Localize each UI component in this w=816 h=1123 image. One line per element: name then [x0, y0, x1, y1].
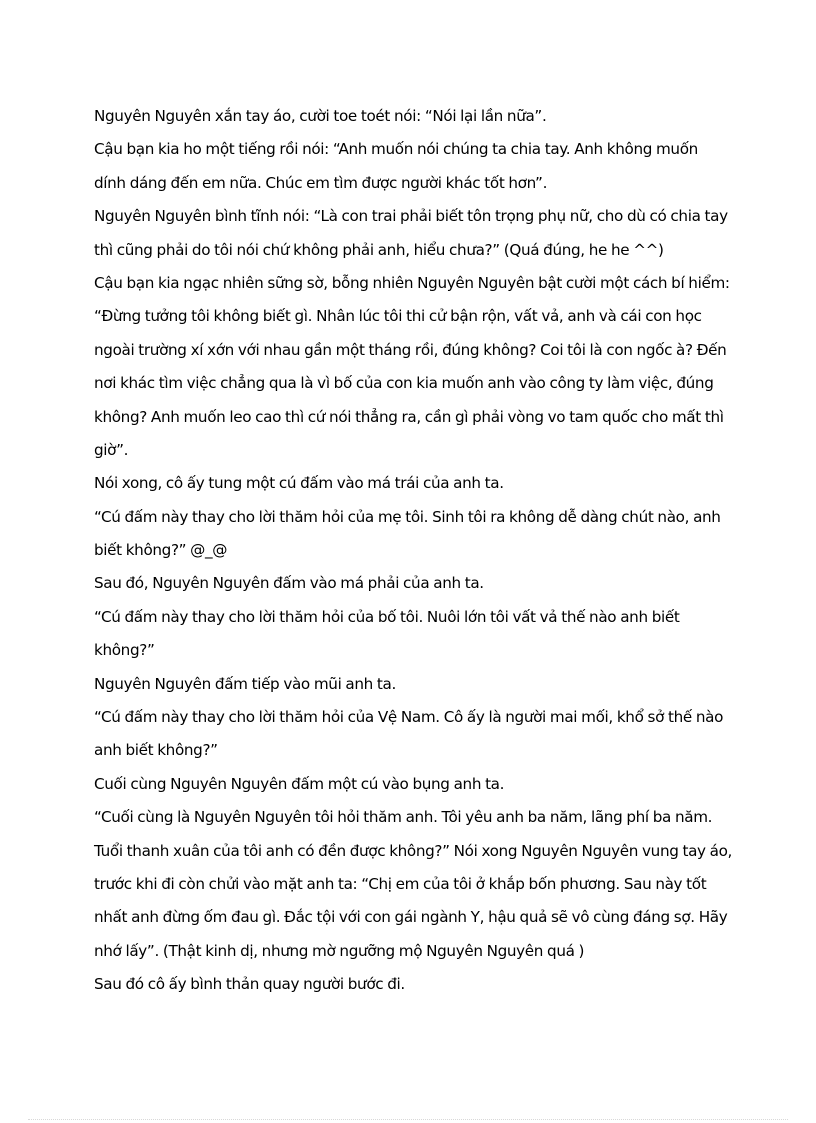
text-line: Cậu bạn kia ho một tiếng rồi nói: “Anh muốn nói chúng ta chia tay. Anh không muốn — [94, 140, 698, 159]
text-line: dính dáng đến em nữa. Chúc em tìm được người khác tốt hơn”. — [94, 173, 548, 192]
page-bottom-divider — [28, 1119, 788, 1120]
text-line: anh biết không?” — [94, 741, 218, 760]
text-line: “Cú đấm này thay cho lời thăm hỏi của Vệ Nam. Cô ấy là người mai mối, khổ sở thế nào — [94, 708, 724, 727]
text-line: Sau đó cô ấy bình thản quay người bước đi. — [94, 975, 405, 994]
text-line: Nguyên Nguyên xắn tay áo, cười toe toét nói: “Nói lại lần nữa”. — [94, 107, 547, 125]
text-line: ngoài trường xí xớn với nhau gần một tháng rồi, đúng không? Coi tôi là con ngốc à? Đến — [94, 340, 727, 359]
text-line: nhớ lấy”. (Thật kinh dị, nhưng mờ ngưỡng mộ Nguyên Nguyên quá ) — [94, 941, 585, 960]
text-line: không? Anh muốn leo cao thì cứ nói thẳng ra, cần gì phải vòng vo tam quốc cho mất thì — [94, 407, 724, 426]
text-line: nhất anh đừng ốm đau gì. Đắc tội với con gái ngành Y, hậu quả sẽ vô cùng đáng sợ. Hãy — [94, 908, 728, 927]
text-line: giờ”. — [94, 440, 129, 459]
text-line: không?” — [94, 641, 155, 660]
text-line: trước khi đi còn chửi vào mặt anh ta: “Chị em của tôi ở khắp bốn phương. Sau này tốt — [94, 874, 707, 893]
text-line: Nguyên Nguyên đấm tiếp vào mũi anh ta. — [94, 674, 396, 693]
text-line: Cuối cùng Nguyên Nguyên đấm một cú vào bụng anh ta. — [94, 774, 505, 793]
text-line: “Cú đấm này thay cho lời thăm hỏi của bố tôi. Nuôi lớn tôi vất vả thế nào anh biết — [94, 607, 680, 626]
text-line: Tuổi thanh xuân của tôi anh có đền được không?” Nói xong Nguyên Nguyên vung tay áo, — [94, 841, 733, 860]
text-line: biết không?” @_@ — [94, 541, 228, 560]
body-text — [94, 100, 734, 1002]
text-line: Sau đó, Nguyên Nguyên đấm vào má phải của anh ta. — [94, 574, 484, 593]
text-line: “Cuối cùng là Nguyên Nguyên tôi hỏi thăm anh. Tôi yêu anh ba năm, lãng phí ba năm. — [94, 808, 713, 827]
text-line: “Cú đấm này thay cho lời thăm hỏi của mẹ tôi. Sinh tôi ra không dễ dàng chút nào, anh — [94, 507, 721, 526]
text-line: Nguyên Nguyên bình tĩnh nói: “Là con trai phải biết tôn trọng phụ nữ, cho dù có chia tay — [94, 207, 728, 226]
text-line: Nói xong, cô ấy tung một cú đấm vào má trái của anh ta. — [94, 474, 504, 493]
text-line: Cậu bạn kia ngạc nhiên sững sờ, bỗng nhiên Nguyên Nguyên bật cười một cách bí hiểm: — [94, 273, 730, 292]
text-line: “Đừng tưởng tôi không biết gì. Nhân lúc tôi thi cử bận rộn, vất vả, anh và cái con học — [94, 307, 702, 326]
text-line: thì cũng phải do tôi nói chứ không phải anh, hiểu chưa?” (Quá đúng, he he ^^) — [94, 240, 664, 259]
text-line: nơi khác tìm việc chẳng qua là vì bố của con kia muốn anh vào công ty làm việc, đúng — [94, 374, 714, 393]
